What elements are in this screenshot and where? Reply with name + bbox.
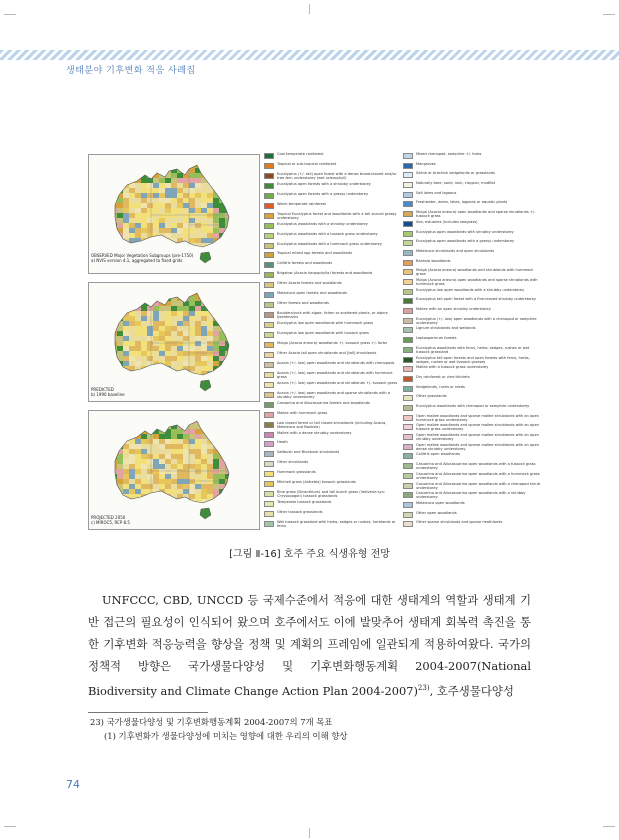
legend-label: Eucalyptus (+/- low) open woodlands with a chenopod or samphire understorey <box>416 316 537 325</box>
legend-item <box>403 520 540 529</box>
legend-swatch <box>403 298 413 304</box>
legend-item <box>264 331 401 340</box>
legend-swatch <box>403 279 413 285</box>
legend-item <box>403 278 540 287</box>
legend-item <box>403 268 540 277</box>
legend-item <box>403 317 540 326</box>
legend-label: Casuarina and Allocasuarina open woodlands with a chenopod shrub understorey <box>416 481 540 490</box>
legend-swatch <box>264 422 274 428</box>
legend-item <box>264 450 401 459</box>
legend-item <box>403 326 540 335</box>
legend-item <box>403 249 540 258</box>
legend-swatch <box>403 395 413 401</box>
legend-item <box>403 356 540 365</box>
legend-item <box>264 440 401 449</box>
legend-swatch <box>264 223 274 229</box>
legend-item <box>403 482 540 491</box>
legend-swatch <box>403 415 413 421</box>
legend-swatch <box>403 192 413 198</box>
legend-label: Banksia woodlands <box>416 258 451 263</box>
legend-label: Hummock grasslands <box>277 470 316 475</box>
legend-item <box>403 365 540 374</box>
legend-label: Open mallee woodlands and sparse mallee shrublands with an open hummock grass understorey <box>416 413 539 422</box>
legend-item <box>403 181 540 190</box>
legend-label: Casuarina and Allocasuarina forests and woodlands <box>277 400 370 405</box>
legend-swatch <box>403 211 413 217</box>
legend-label: Wet tussock grassland with herbs, sedges or rushes, herblands or ferns <box>277 520 396 529</box>
map-observed <box>88 154 260 274</box>
legend-swatch <box>403 318 413 324</box>
map-caption-projected: PROJECTED 2050 c) MIROC5, RCP 8.5 <box>91 515 130 525</box>
running-header-title: 생태분야 기후변화 적응 사례집 <box>66 66 196 76</box>
legend-label: Boulders/rock with algae, lichen or scattered plants, or alpine fjaeldmarks <box>277 311 388 320</box>
legend-label: Melaleuca open forests and woodlands <box>277 291 347 296</box>
legend-label: Eucalyptus woodlands with ferns, herbs, sedges, rushes or wet tussock grassland <box>416 345 530 354</box>
legend-label: Tropical or sub-tropical rainforest <box>277 161 337 166</box>
legend-label: Eucalyptus low open woodlands with a shrubby understorey <box>416 287 525 292</box>
crop-mark <box>309 828 310 838</box>
legend-swatch <box>264 432 274 438</box>
legend-label: Warm temperate rainforest <box>277 201 326 206</box>
legend-label: Eucalyptus open woodlands with a grassy understorey <box>416 239 515 244</box>
legend-label: Eucalyptus open forests with a grassy understorey <box>277 191 369 196</box>
legend-swatch <box>264 441 274 447</box>
legend-item <box>264 311 401 320</box>
legend-item <box>264 281 401 290</box>
legend-label: Tropical Eucalyptus forest and woodlands with a tall annual grassy understorey <box>277 211 397 220</box>
legend-label: Saline or brackish sedgelands or grasslands <box>416 171 496 176</box>
legend-label: Other shrublands <box>277 460 309 465</box>
header-band <box>0 50 619 60</box>
legend-item <box>403 152 540 161</box>
legend-item <box>264 431 401 440</box>
legend-item <box>403 307 540 316</box>
legend-swatch <box>264 292 274 298</box>
legend-swatch <box>264 252 274 258</box>
legend-swatch <box>264 362 274 368</box>
legend-item <box>403 162 540 171</box>
legend-item <box>264 162 401 171</box>
legend-item <box>403 230 540 239</box>
legend-label: Other Acacia forests and woodlands <box>277 281 342 286</box>
legend-label: Mulga (Acacia aneura) open woodlands and sparse shrublands +/- tussock grass <box>416 210 536 219</box>
legend-label: Leptospermum forests <box>416 336 457 341</box>
legend-label: Mallee with a dense shrubby understorey <box>277 430 352 435</box>
legend-item <box>264 242 401 251</box>
legend-item <box>264 411 401 420</box>
legend-item <box>264 232 401 241</box>
legend-swatch <box>403 163 413 169</box>
legend-swatch <box>403 424 413 430</box>
legend-label: Dry rainforest or vine thickets <box>416 374 470 379</box>
legend-swatch <box>403 308 413 314</box>
legend-item <box>264 192 401 201</box>
legend-label: Other forests and woodlands <box>277 301 329 306</box>
legend-swatch <box>403 347 413 353</box>
legend-label: Acacia (+/- low) open woodlands and shrublands +/- tussock grass <box>277 380 398 385</box>
legend-item <box>264 182 401 191</box>
legend-swatch <box>403 337 413 343</box>
legend-label: Casuarina and Allocasuarina open woodlands with a tussock grass understorey <box>416 462 536 471</box>
legend-label: Eucalyptus open forests with a shrubby understorey <box>277 181 371 186</box>
legend-label: Mulga (Acacia aneura) woodlands and shrublands with hummock grass <box>416 268 534 277</box>
legend-swatch <box>264 262 274 268</box>
legend-swatch <box>403 240 413 246</box>
legend-item <box>403 443 540 452</box>
footnote-line-1: 23) 국가생물다양성 및 기후변화행동계획 2004-2007의 7개 목표 <box>90 717 333 727</box>
legend-item <box>403 288 540 297</box>
legend-swatch <box>403 231 413 237</box>
legend-item <box>403 472 540 481</box>
footnote-line-2: (1) 기후변화가 생물다양성에 미치는 영향에 대한 우리의 이해 향상 <box>104 731 348 741</box>
legend-label: Callitris open woodlands <box>416 452 460 457</box>
legend-label: Tropical mixed spp forests and woodlands <box>277 251 353 256</box>
legend-label: Brigalow (Acacia harpophylla) forests and woodlands <box>277 271 373 276</box>
legend-label: Low closed forest or tall closed shrublands (including Acacia, Melaleuca and Banksia) <box>277 420 387 429</box>
legend-item <box>403 462 540 471</box>
legend-swatch <box>403 327 413 333</box>
legend-item <box>264 222 401 231</box>
legend-item <box>403 385 540 394</box>
legend-swatch <box>403 463 413 469</box>
legend-swatch <box>264 153 274 159</box>
legend-label: Open mallee woodlands and sparse mallee shrublands with an open shrubby understorey <box>416 433 539 442</box>
legend-swatch <box>403 357 413 363</box>
legend-swatch <box>264 461 274 467</box>
legend-item <box>264 301 401 310</box>
legend-label: Temperate tussock grasslands <box>277 500 332 505</box>
legend-swatch <box>264 163 274 169</box>
legend-label: Heath <box>277 440 288 445</box>
legend-swatch <box>403 201 413 207</box>
legend-item <box>264 261 401 270</box>
legend-item <box>264 291 401 300</box>
legend-item <box>403 297 540 306</box>
vegetation-figure <box>88 148 540 538</box>
legend-label: Melaleuca open woodlands <box>416 500 465 505</box>
legend-label: Acacia (+/- low) open woodlands and shrublands with hummock grass <box>277 370 393 379</box>
legend-item <box>264 212 401 221</box>
legend-label: Saltbush and Bluebush shrublands <box>277 450 340 455</box>
legend-label: Eucalyptus woodlands with a tussock grass understorey <box>277 231 378 236</box>
legend-label: Eucalyptus low open woodlands with hummock grass <box>277 321 374 326</box>
legend-label: Eucalyptus woodlands with chenopod or samphire understorey <box>416 404 530 408</box>
legend-label: Other Acacia tall open shrublands and [tall] shrublands <box>277 350 377 355</box>
legend-swatch <box>264 203 274 209</box>
legend-label: Eucalyptus tall open forest with a fine-leaved shrubby understorey <box>416 297 537 302</box>
legend-label: Blue grass (Dicanthium) and tall bunch grass (Vetiveria syn: Chrysopogon) tussock grasslands <box>277 490 386 499</box>
legend-swatch <box>403 172 413 178</box>
legend-label: Mulga (Acacia aneura) open woodlands and sparse shrublands with hummock grass <box>416 278 538 286</box>
legend-swatch <box>264 332 274 338</box>
legend-label: Open mallee woodlands and sparse mallee shrublands with an open tussock grass understorey <box>416 423 539 432</box>
legend-swatch <box>403 492 413 498</box>
figure-caption: [그림 Ⅱ-16] 호주 주요 식생유형 전망 <box>229 549 390 560</box>
map-caption-observed: OBSERVED Major Vegetation Subgroups (pre-1750) a) NVIS version 4.1, aggregated to fixed grids <box>91 253 194 263</box>
legend-swatch <box>264 491 274 497</box>
legend-item <box>264 391 401 400</box>
legend-swatch <box>403 376 413 382</box>
legend-item <box>264 271 401 280</box>
legend-item <box>403 491 540 500</box>
legend-swatch <box>264 272 274 278</box>
legend-swatch <box>264 481 274 487</box>
legend-label: Other grasslands <box>416 394 447 399</box>
legend-item <box>403 336 540 345</box>
legend-label: Casuarina and Allocasuarina open woodlands with a shrubby understorey <box>416 491 526 500</box>
legend-swatch <box>403 473 413 479</box>
legend-item <box>264 251 401 260</box>
legend-label: Mallee with a tussock grass understorey <box>416 365 489 370</box>
legend-label: Lignum shrublands and wetlands <box>416 326 476 331</box>
legend-swatch <box>403 483 413 489</box>
legend-label: Other tussock grasslands <box>277 510 323 515</box>
legend-swatch <box>264 511 274 517</box>
legend-label: Mixed chenopod, samphire +/- forbs <box>416 152 482 156</box>
legend-item <box>403 501 540 510</box>
legend-label: Acacia (+/- low) open woodlands and shrublands with chenopods <box>277 360 395 365</box>
map-stack <box>88 148 260 538</box>
legend-label: Acacia (+/- low) open woodlands and sparse shrublands with a shrubby understorey <box>277 390 391 399</box>
legend-item <box>403 511 540 520</box>
legend-item <box>264 520 401 529</box>
legend-swatch <box>264 402 274 408</box>
crop-mark <box>603 14 615 15</box>
legend-item <box>264 500 401 509</box>
legend-swatch <box>403 521 413 527</box>
australia-map-icon <box>89 411 259 529</box>
legend-swatch <box>264 382 274 388</box>
legend-swatch <box>264 282 274 288</box>
page-number: 74 <box>66 778 80 791</box>
legend-swatch <box>403 405 413 411</box>
legend-label: Cool temperate rainforest <box>277 152 324 156</box>
legend-item <box>264 152 401 161</box>
legend-swatch <box>403 153 413 159</box>
legend-item <box>264 421 401 430</box>
legend-swatch <box>264 342 274 348</box>
legend-swatch <box>264 243 274 249</box>
legend-item <box>264 470 401 479</box>
vegetation-legend <box>264 152 540 530</box>
legend-item <box>403 404 540 413</box>
legend-swatch <box>403 502 413 508</box>
legend-item <box>403 171 540 180</box>
legend-item <box>264 480 401 489</box>
map-caption-predicted: PREDICTED b) 1990 baseline <box>91 387 125 397</box>
legend-swatch <box>264 372 274 378</box>
legend-label: Other sparse shrublands and sparse heathlands <box>416 520 503 525</box>
legend-swatch <box>264 521 274 527</box>
legend-item <box>403 452 540 461</box>
crop-mark <box>4 826 16 827</box>
legend-swatch <box>264 173 274 179</box>
legend-item <box>403 220 540 229</box>
legend-item <box>403 375 540 384</box>
legend-item <box>264 351 401 360</box>
legend-item <box>264 341 401 350</box>
body-text: UNFCCC, CBD, UNCCD 등 국제수준에서 적응에 대한 생태계의 역할과 생태계 기반 접근의 필요성이 인식되어 왔으며 호주에서도 이에 발맞추어 생태계 회복력 촉진을 통한 기후변화 적응능력을 향상을 정책 및 계획의 프레임에 일관되게 적용하여왔다. 국가의 정책적 방향은 국가생물다양성 및 기후변화행동계획 2004-2007(National Biodiversity and Climate Change Action Plan 2004-2007) <box>88 593 531 698</box>
legend-label: Callitris forests and woodlands <box>277 261 333 266</box>
legend-swatch <box>264 193 274 199</box>
legend-swatch <box>403 260 413 266</box>
legend-item <box>264 381 401 390</box>
legend-swatch <box>403 386 413 392</box>
crop-mark <box>603 826 615 827</box>
legend-swatch <box>403 221 413 227</box>
legend-item <box>264 401 401 410</box>
legend-item <box>264 510 401 519</box>
legend-label: Mulga (Acacia aneura) woodlands +/- tussock grass +/- forbs <box>277 341 387 345</box>
legend-swatch <box>264 183 274 189</box>
legend-item <box>403 239 540 248</box>
legend-item <box>264 361 401 370</box>
body-paragraph <box>88 589 531 702</box>
legend-swatch <box>264 471 274 477</box>
legend-item <box>264 371 401 380</box>
legend-swatch <box>264 451 274 457</box>
legend-item <box>264 460 401 469</box>
legend-swatch <box>403 512 413 518</box>
footnote-rule <box>88 712 208 713</box>
legend-item <box>403 423 540 432</box>
legend-label: Eucalyptus open woodlands with shrubby understorey <box>416 229 514 234</box>
legend-label: Eucalyptus woodlands with a shrubby understorey <box>277 221 368 226</box>
legend-item <box>264 172 401 181</box>
footnote-ref[interactable]: 23) <box>417 684 430 692</box>
legend-label: Sedgelands, rushs or reeds <box>416 384 465 389</box>
legend-item <box>403 210 540 219</box>
legend-swatch <box>264 501 274 507</box>
legend-label: Melaleuca shrublands and open shrublands <box>416 248 495 253</box>
legend-item <box>264 490 401 499</box>
body-text-tail: , 호주생물다양성 <box>429 683 514 698</box>
legend-swatch <box>403 269 413 275</box>
legend-label: Eucalyptus tall open forests and open forests with ferns, herbs, sedges, rushes or wet tussock grasses <box>416 355 530 364</box>
legend-label: Eucalyptus woodlands with a hummock grass understorey <box>277 241 382 246</box>
map-projected <box>88 410 260 530</box>
legend-label: Open mallee woodlands and sparse mallee shrublands with an open dense shrubby understorey <box>416 442 539 451</box>
legend-item <box>403 394 540 403</box>
legend-swatch <box>264 322 274 328</box>
legend-item <box>403 433 540 442</box>
legend-label: Other open woodlands <box>416 510 457 515</box>
legend-swatch <box>264 233 274 239</box>
legend-label: Eucalyptus (+/- tall) open forest with a dense broad-leaved and/or tree-fern understorey (wet sclerophyll) <box>277 171 397 180</box>
legend-swatch <box>264 302 274 308</box>
legend-swatch <box>403 289 413 295</box>
legend-item <box>403 346 540 355</box>
legend-item <box>403 191 540 200</box>
legend-label: Freshwater, dams, lakes, lagoons or aquatic plants <box>416 200 508 205</box>
legend-swatch <box>264 312 274 318</box>
legend-swatch <box>264 213 274 219</box>
legend-label: Mallee with hummock grass <box>277 410 328 415</box>
legend-swatch <box>403 444 413 450</box>
legend-swatch <box>403 434 413 440</box>
legend-swatch <box>403 453 413 459</box>
legend-label: Casuarina and Allocasuarina open woodlands with a hummock grass understorey <box>416 471 540 480</box>
legend-swatch <box>264 412 274 418</box>
legend-item <box>264 202 401 211</box>
legend-item <box>403 200 540 209</box>
legend-item <box>403 414 540 423</box>
australia-map-icon <box>89 283 259 401</box>
legend-swatch <box>264 352 274 358</box>
legend-swatch <box>403 366 413 372</box>
legend-swatch <box>403 182 413 188</box>
legend-swatch <box>264 392 274 398</box>
legend-label: Naturally bare, sand, rock, claypan, mudflat <box>416 181 496 186</box>
legend-label: Mitchell grass (Astrebla) tussock grasslands <box>277 480 356 485</box>
map-predicted <box>88 282 260 402</box>
legend-item <box>403 259 540 268</box>
legend-label: Salt lakes and lagoons <box>416 190 457 195</box>
crop-mark <box>309 4 310 14</box>
legend-label: Eucalyptus low open woodlands with tussock grass <box>277 331 369 336</box>
crop-mark <box>4 14 16 15</box>
legend-swatch <box>403 250 413 256</box>
legend-label: Sea, estuaries (includes seagrass) <box>416 219 478 224</box>
legend-item <box>264 321 401 330</box>
legend-label: Mangroves <box>416 161 436 166</box>
legend-label: Mallee with an open shrubby understorey <box>416 307 491 312</box>
